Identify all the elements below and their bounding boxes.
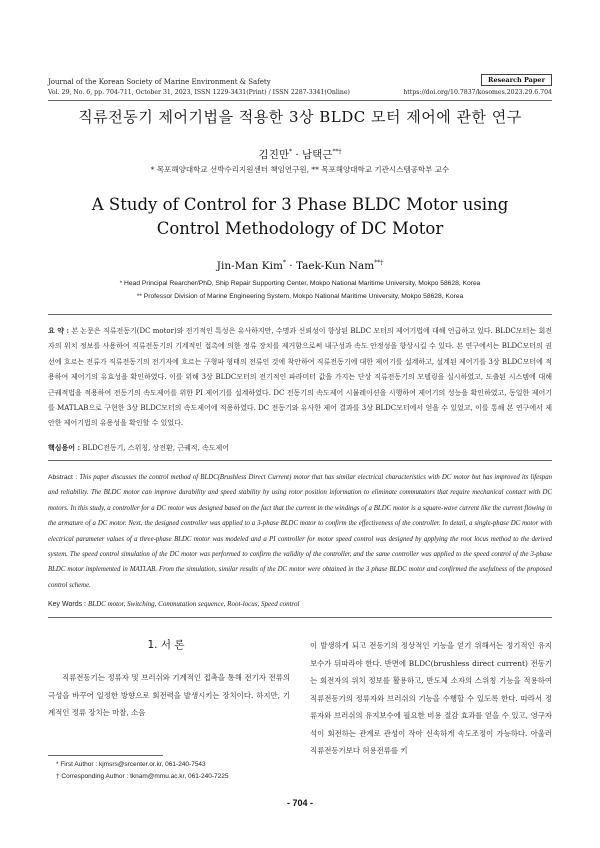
body-right-column: 이 발생하게 되고 전동기의 정상적인 기능을 얻기 위해서는 정기적인 유지보수가 뒤따라야 한다. 반면에 BLDC(brushless direct current) 전동기는 회전자의 위치 정보를 활용하고, 반도체 소자의 스위칭 기능을 적용하여 직류전동기의 정류자와 브러쉬의 기능을 수행할 수 있도록 한다. 따라서 정류자와 브러쉬의 유지보수에 필요한 비용 절감 효과를 얻을 수 있고, 영구자석이 회전하는 관계로 관성이 작아 신속하게 속도조정이 가능하다. 아울러 직류전동기보다 허용전류를 키 (310, 641, 552, 755)
abstract-divider-bottom (48, 617, 552, 618)
author-1-name: 김진만 (258, 149, 289, 161)
english-abstract (48, 470, 552, 593)
english-affiliation-2: ** Professor Division of Marine Engineering System, Mokpo National Maritime University, Mokpo 58628, Korea (136, 293, 464, 300)
doi-link[interactable]: https://doi.org/10.7837/kosomes.2023.29.6.704 (403, 89, 552, 96)
author-2-name: 남택근 (302, 149, 333, 161)
author-separator-en: · (285, 260, 296, 272)
english-keywords-text: BLDC motor, Switching, Commutation sequence, Root-locus, Speed control (87, 600, 300, 608)
body-left-text: 직류전동기는 정류자 및 브러쉬와 기계적인 접촉을 통해 전기자 전류의 극성을 바꾸어 일정한 방향으로 회전력을 발생시키는 장치이다. 하지만, 기계적인 정류 장치는 마찰, 소음 (48, 673, 290, 717)
body-left-column (48, 669, 290, 722)
korean-abstract (48, 323, 552, 432)
english-abstract-text: This paper discusses the control method of BLDC(Brushless Direct Current) motor that has similar electrical characteristics with DC motor but has improved its lifespan and reliability. The BLDC motor can improve durability and speed stability by using rotor position information to eliminate commutators that require mechanical contact with DC motors. In this study, a controller for a DC motor was designed based on the fact that the current in the windings of a BLDC motor is a square-wave current like the current flowing in the armature of a DC motor. Next, the designed controller was applied to a 3-phase BLDC motor to confirm the effectiveness of the controller. In detail, a single-phase DC motor with electrical parameter values of a three-phase BLDC motor was modeled and a PI controller for motor speed control was designed by applying the root locus method to the derived system. The speed control simulation of the DC motor was performed to confirm the validity of the controller, and the same controller was applied to the speed control of the 3-phase BLDC motor implemented in MATLAB. From the simulation, similar results of the DC motor were obtained in the 3 phase BLDC motor and confirmed the usefulness of the proposed control scheme. (48, 474, 553, 589)
author-separator: · (291, 149, 302, 161)
footnote-corresponding-author: † Corresponding Author : tknam@mmu.ac.kr, 061-240-7225 (56, 773, 229, 780)
english-title: A Study of Control for 3 Phase BLDC Motor using Control Methodology of DC Motor (91, 195, 509, 238)
journal-issue: Vol. 29, No. 6, pp. 704-711, October 31, 2023, ISSN 1229-3431(Print) / ISSN 2287-3341(Online) (48, 89, 350, 96)
korean-abstract-label: 요 약 : (48, 326, 70, 335)
korean-title: 직류전동기 제어기법을 적용한 3상 BLDC 모터 제어에 관한 연구 (78, 108, 522, 126)
footnote-divider (48, 755, 163, 756)
korean-keywords (48, 443, 229, 453)
section-heading-introduction: 1. 서 론 (147, 639, 185, 651)
page-number: - 704 - (286, 798, 313, 808)
english-keywords (48, 600, 299, 608)
author-2-mark-en: **† (374, 259, 384, 267)
korean-abstract-text: 본 논문은 직류전동기(DC motor)와 전기적인 특성은 유사하지만, 수명과 신뢰성이 향상된 BLDC 모터의 제어기법에 대해 언급하고 있다. BLDC모터는 회전자의 위치 정보를 사용하여 직류전동기의 기계적인 접촉에 의한 정류 장치를 제거함으로써 내구성과 속도 안정성을 향상시킬 수 있다. 본 연구에서는 BLDC모터의 권선에 흐르는 전류가 직류전동기의 전기자에 흐르는 구형파 형태의 전류인 것에 착안하여 직류전동기에 대한 제어기를 설계하고, 설계된 제어기를 3상 BLDC모터에 적용하여 제어기의 유효성을 확인하였다. 이를 위해 3상 BLDC모터의 전기적인 파라미터 값을 가지는 단상 직류전동기의 모델링을 실시하였고, 도출된 시스템에 대해 근궤적법을 적용하여 전동기의 속도제어를 위한 PI 제어기를 설계하였다. DC 전동기의 속도제어 시뮬레이션을 시행하여 제어기의 성능을 확인하였고, 동일한 제어기를 MATLAB으로 구현한 3상 BLDC모터의 속도제어에 적용하였다. DC 전동기와 유사한 제어 결과를 3상 BLDC모터에서 얻을 수 있었고, 이를 통해 본 연구에서 제안한 제어기법의 유용성을 확인할 수 있었다. (48, 327, 552, 428)
author-2-mark: **† (332, 148, 342, 156)
author-1-mark: * (288, 148, 292, 156)
korean-authors (0, 147, 600, 162)
english-keywords-label: Key Words : (48, 601, 86, 608)
abstract-divider-middle (48, 460, 552, 461)
english-abstract-label: Abstract : (48, 474, 78, 481)
footnote-first-author: * First Author : kjmsrs@srcenter.or.kr, 061-240-7543 (56, 761, 206, 768)
korean-keywords-text: BLDC전동기, 스위칭, 상전환, 근궤적, 속도제어 (82, 444, 230, 452)
korean-affiliation: * 목포해양대학교 선박수리지원센터 책임연구원, ** 목포해양대학교 기관시스템공학부 교수 (150, 165, 450, 174)
english-affiliation-1: * Head Principal Rearcher/PhD, Ship Repair Supporting Center, Mokpo National Maritime University, Mokpo 58628, Korea (119, 280, 481, 287)
author-2-name-en: Taek-Kun Nam (295, 260, 375, 272)
journal-name: Journal of the Korean Society of Marine Environment & Safety (48, 78, 271, 86)
korean-keywords-label: 핵심용어 : (48, 443, 81, 452)
header-divider (48, 100, 552, 101)
author-1-name-en: Jin-Man Kim (216, 260, 283, 272)
article-type-badge: Research Paper (481, 74, 552, 86)
english-authors (0, 260, 600, 272)
author-1-mark-en: * (282, 259, 286, 267)
abstract-divider-top (48, 314, 552, 315)
